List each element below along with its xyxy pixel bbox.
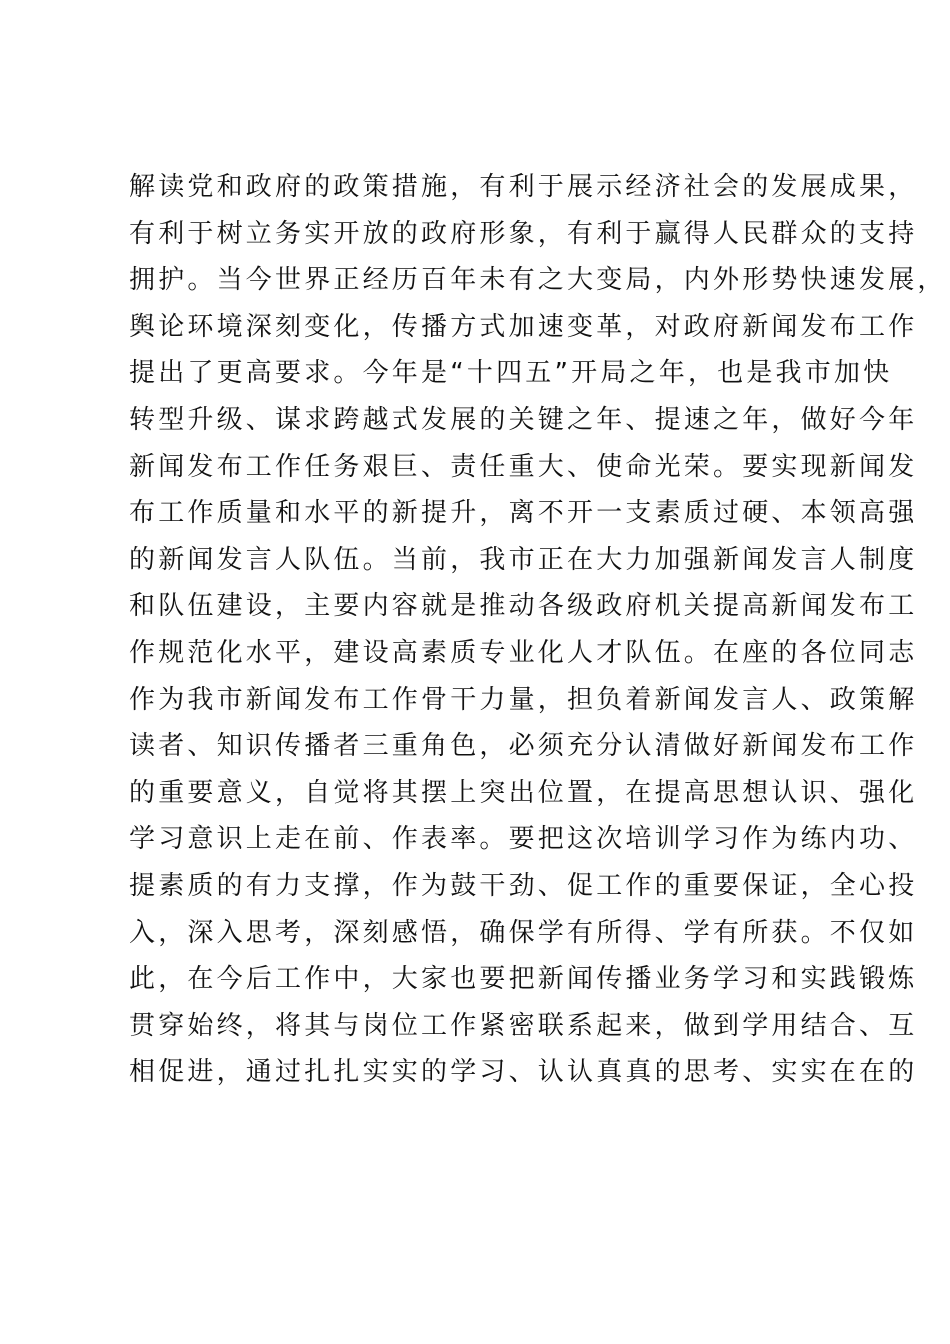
text-line: 作规范化水平，建设高素质专业化人才队伍。在座的各位同志: [129, 637, 918, 668]
text-line: 此，在今后工作中，大家也要把新闻传播业务学习和实践锻炼: [129, 964, 918, 995]
text-line: 布工作质量和水平的新提升，离不开一支素质过硬、本领高强: [129, 498, 918, 529]
text-line: 的新闻发言人队伍。当前，我市正在大力加强新闻发言人制度: [129, 544, 918, 575]
text-line: 相促进，通过扎扎实实的学习、认认真真的思考、实实在在的: [129, 1057, 918, 1088]
text-line: 学习意识上走在前、作表率。要把这次培训学习作为练内功、: [129, 824, 918, 855]
text-line: 的重要意义，自觉将其摆上突出位置，在提高思想认识、强化: [129, 777, 918, 808]
text-line: 舆论环境深刻变化，传播方式加速变革，对政府新闻发布工作: [129, 311, 918, 342]
text-line: 新闻发布工作任务艰巨、责任重大、使命光荣。要实现新闻发: [129, 451, 918, 482]
text-line: 读者、知识传播者三重角色，必须充分认清做好新闻发布工作: [129, 731, 918, 762]
text-line: 入，深入思考，深刻感悟，确保学有所得、学有所获。不仅如: [129, 917, 918, 948]
body-text: [129, 164, 947, 1096]
text-line: 提素质的有力支撑，作为鼓干劲、促工作的重要保证，全心投: [129, 870, 918, 901]
text-line: 作为我市新闻发布工作骨干力量，担负着新闻发言人、政策解: [129, 684, 918, 715]
text-line: 提出了更高要求。今年是“十四五”开局之年，也是我市加快: [129, 358, 893, 389]
text-line: 贯穿始终，将其与岗位工作紧密联系起来，做到学用结合、互: [129, 1010, 918, 1041]
text-line: 转型升级、谋求跨越式发展的关键之年、提速之年，做好今年: [129, 404, 918, 435]
text-line: 有利于树立务实开放的政府形象，有利于赢得人民群众的支持: [129, 218, 918, 249]
text-line: 拥护。当今世界正经历百年未有之大变局，内外形势快速发展，: [129, 265, 947, 296]
text-line: 解读党和政府的政策措施，有利于展示经济社会的发展成果，: [129, 172, 918, 202]
text-line: 和队伍建设，主要内容就是推动各级政府机关提高新闻发布工: [129, 591, 918, 622]
